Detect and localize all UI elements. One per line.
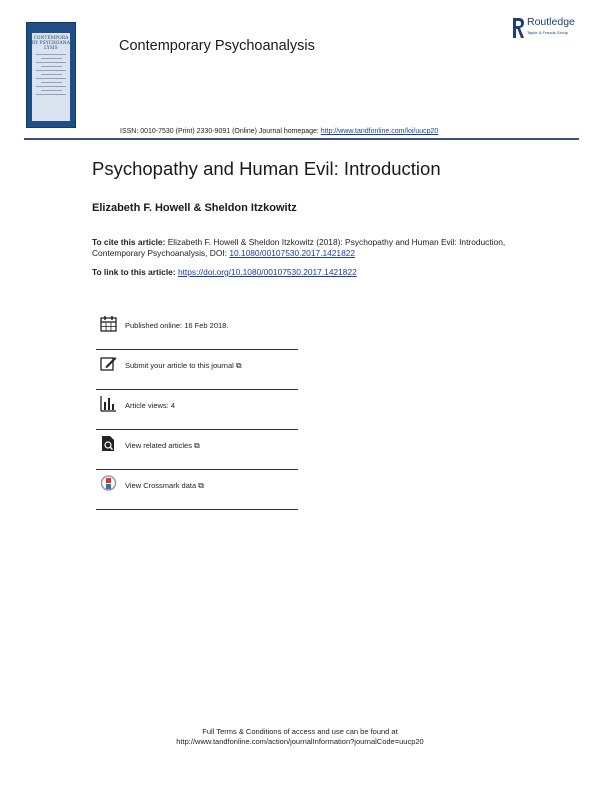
journal-homepage-link[interactable]: http://www.tandfonline.com/loi/uucp20: [320, 128, 439, 135]
crossmark-icon: [100, 475, 117, 492]
related-label: View related articles: [125, 441, 192, 450]
article-url-link[interactable]: https://doi.org/10.1080/00107530.2017.1421822: [177, 267, 357, 277]
citation-text: Elizabeth F. Howell & Sheldon Itzkowitz (2018): Psychopathy and Human Evil: Introduction, Contemporary Psychoanalysis, DOI:: [92, 237, 506, 258]
citation-block: [92, 237, 522, 259]
cover-panel: [32, 33, 70, 121]
publisher-logo: [512, 16, 592, 42]
issn-text: ISSN: 0010-7530 (Print) 2330-9091 (Online) Journal homepage:: [120, 128, 321, 135]
document-search-icon: [100, 435, 117, 452]
bar-chart-icon: [100, 395, 117, 412]
journal-name: Contemporary Psychoanalysis: [119, 38, 315, 54]
edit-icon: [100, 355, 117, 372]
crossmark-row[interactable]: [96, 470, 298, 510]
article-info-box: [96, 310, 298, 510]
citation-label: To cite this article:: [92, 237, 166, 247]
related-articles-link[interactable]: [125, 441, 200, 451]
publisher-tagline: Taylor & Francis Group: [527, 30, 568, 35]
cover-text-lines: [36, 54, 66, 95]
header-divider: [24, 138, 579, 140]
article-authors: Elizabeth F. Howell & Sheldon Itzkowitz: [92, 202, 297, 214]
submit-label: Submit your article to this journal: [125, 361, 234, 370]
publisher-name: Routledge: [527, 16, 575, 28]
crossmark-link[interactable]: [125, 481, 204, 491]
footer: [100, 727, 500, 747]
footer-url[interactable]: http://www.tandfonline.com/action/journalInformation?journalCode=uucp20: [176, 737, 424, 746]
article-title: Psychopathy and Human Evil: Introduction: [92, 158, 441, 179]
published-date: Published online: 16 Feb 2018.: [125, 321, 229, 330]
journal-cover-image: [26, 22, 76, 128]
link-label: To link to this article:: [92, 267, 178, 277]
related-row[interactable]: [96, 430, 298, 470]
article-link-line: [92, 267, 357, 277]
external-link-icon: ⧉: [193, 441, 200, 450]
routledge-r-icon: [512, 17, 525, 39]
submit-article-link[interactable]: [125, 361, 242, 371]
calendar-icon: [100, 315, 117, 332]
crossmark-label: View Crossmark data: [125, 481, 197, 490]
views-row: [96, 390, 298, 430]
submit-row[interactable]: [96, 350, 298, 390]
article-views: Article views: 4: [125, 401, 176, 410]
external-link-icon: ⧉: [198, 481, 204, 490]
doi-link[interactable]: 10.1080/00107530.2017.1421822: [229, 248, 356, 258]
footer-terms: Full Terms & Conditions of access and use can be found at: [202, 727, 398, 736]
issn-line: [120, 128, 438, 135]
external-link-icon: ⧉: [235, 361, 242, 370]
cover-title: CONTEMPORARY PSYCHOANALYSIS: [32, 35, 70, 50]
published-row: [96, 310, 298, 350]
